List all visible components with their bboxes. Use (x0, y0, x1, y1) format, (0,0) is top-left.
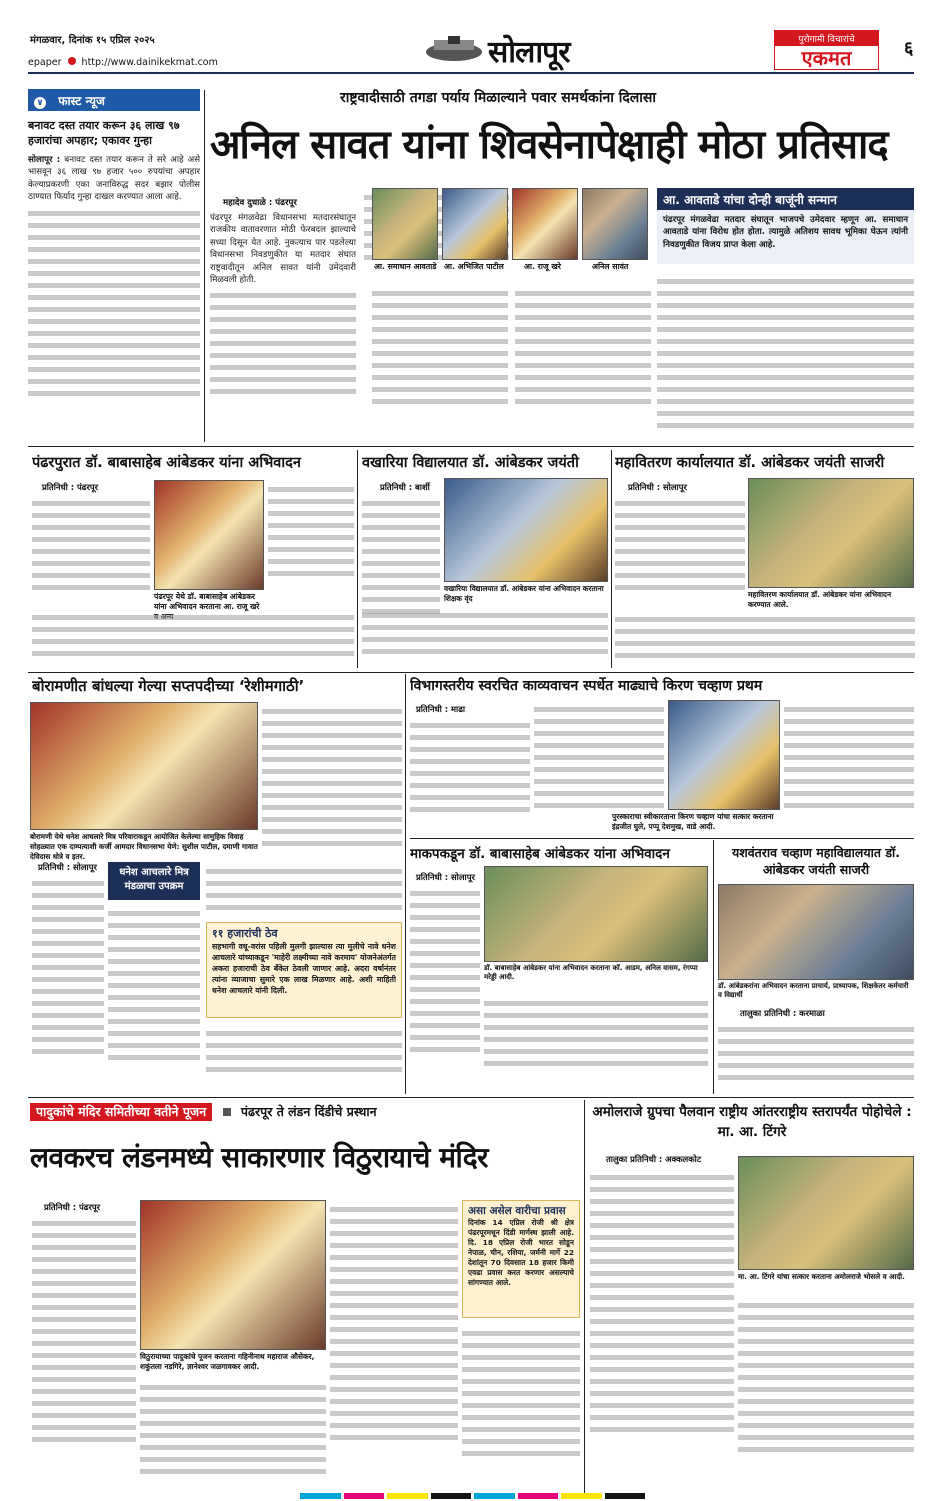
cpim-body-2 (484, 994, 708, 1090)
row2-caption-2: वखारिया विद्यालयात डॉ. आंबेडकर यांना अभिवादन करताना शिक्षक वृंद (444, 584, 604, 603)
row2-dateline-1: प्रतिनिधी : पंढरपूर (42, 482, 99, 492)
wedding-body-left (32, 874, 104, 1090)
wrestler-body-1 (590, 1168, 734, 1494)
politician-photos (372, 188, 652, 272)
borâmani-headline: बोरामणीत बांधल्या गेल्या सप्तपदीच्या ‘रेशीमगाठी’ (32, 677, 305, 695)
wedding-body-3 (206, 862, 402, 918)
london-body-4 (462, 1324, 580, 1494)
row2-body-3b (615, 610, 915, 668)
fast-news-label: ∨ फास्ट न्यूज (28, 89, 200, 111)
poetry-body-3 (784, 700, 914, 826)
brand-logo: एकमत (801, 46, 852, 70)
wedding-photo (30, 702, 258, 830)
politician-photo-1 (372, 188, 438, 260)
brand-box (774, 30, 879, 70)
main-kicker: राष्ट्रवादीसाठी तगडा पर्याय मिळाल्याने पवार समर्थकांना दिलासा (340, 90, 656, 106)
masthead-date: मंगळवार, दिनांक १५ एप्रिल २०२५ (30, 35, 155, 46)
side-box-body (657, 272, 914, 432)
wedding-dateline: प्रतिनिधी : सोलापूर (38, 862, 97, 872)
london-photo (140, 1200, 326, 1350)
fast-news-dateline: सोलापूर : (28, 155, 61, 165)
fast-news-lead: बनावट दस्त तयार करून ते सरे आहे असे भासवून ३६ लाख ९७ हजार ५०० रुपयांचा अपहार केल्याप्रकरणी एका जनाविरुद्ध सदर बझार पोलीस ठाण्यात फिर्याद गुन्हा दाखल करण्यात आला आहे. (28, 155, 200, 203)
row2-photo-3 (748, 478, 914, 588)
journey-box-head: असा असेल वारीचा प्रवास (468, 1205, 566, 1217)
deposit-teaser-text: सहभागी वधू-वरांस पहिली मुलगी झाल्यास त्या मुलीचे नावे धनेश आचलारे यांच्याकडून 'माहेरी लक्ष्मीच्या नावे करमाय' योजनेअंतर्गत अकरा हजाराची ठेव बँकेत ठेवली जाणार आहे. अदरा वर्षानंतर त्यांना व्याजाचा सुमारे एक लाख मिळणार आहे. अशी माहिती धनेश आचलारे यांनी दिली. (212, 942, 396, 995)
chevron-down-icon: ∨ (34, 97, 46, 109)
poetry-body-2 (534, 700, 664, 826)
row2-caption-3: महावितरण कार्यालयात डॉ. आंबेडकर यांना अभिवादन करण्यात आले. (748, 590, 892, 609)
row2-body-1a (32, 494, 150, 604)
london-strap (30, 1103, 578, 1125)
photo-caption-4: अनिल सावंत (592, 262, 629, 271)
yc-body (718, 1020, 914, 1092)
city-emblem-icon (424, 36, 484, 62)
main-byline: महादेव दुधाळे : पंढरपूर (223, 198, 297, 208)
strap-divider-icon (223, 1108, 231, 1116)
deposit-teaser (206, 922, 402, 1018)
row2-body-1b (268, 480, 354, 598)
masthead-url[interactable]: http://www.dainikekmat.com (81, 57, 218, 68)
row2-caption-1: पंढरपूर येथे डॉ. बाबासाहेब आंबेडकर यांना अभिवादन करताना आ. राजू खरे (154, 592, 260, 611)
row2-head-2: वखारिया विद्यालयात डॉ. आंबेडकर जयंती (362, 455, 579, 471)
main-col-3 (372, 284, 508, 440)
london-body-1 (32, 1214, 136, 1494)
wrestler-headline: अमोलराजे ग्रुपचा पैलवान राष्ट्रीय आंतरराष्ट्रीय स्तरापर्यंत पोहोचेले : मा. आ. टिंगरे (592, 1104, 912, 1140)
politician-photo-2 (442, 188, 508, 260)
city-title: सोलापूर (488, 35, 570, 70)
mandal-box: धनेश आचलारे मित्र मंडळाचा उपक्रम (108, 862, 200, 900)
fast-news-headline: बनावट दस्त तयार करून ३६ लाख ९७ हजारांचा अपहार; एकावर गुन्हा (28, 119, 180, 147)
yc-headline: यशवंतराव चव्हाण महाविद्यालयात डॉ. आंबेडकर जयंती साजरी (731, 845, 901, 877)
row2-body-2b (362, 606, 608, 668)
photo-caption-1: आ. समाधान आवताडे (374, 262, 437, 271)
side-box (657, 188, 914, 440)
main-headline: अनिल सावत यांना शिवसेनापेक्षाही मोठा प्रतिसाद (210, 122, 888, 168)
strap-right: पंढरपूर ते लंडन दिंडीचे प्रस्थान (240, 1104, 377, 1119)
photo-caption-2: आ. अभिजित पाटील (444, 262, 504, 271)
poetry-body-1 (410, 716, 530, 826)
cpim-headline: माकपकडून डॉ. बाबासाहेब आंबेडकर यांना अभिवादन (410, 846, 670, 862)
london-dateline: प्रतिनिधी : पंढरपूर (44, 1202, 101, 1212)
journey-box (462, 1200, 580, 1318)
cpim-photo (484, 866, 708, 962)
row2-dateline-3: प्रतिनिधी : सोलापूर (628, 482, 687, 492)
row2-dateline-2: प्रतिनिधी : बार्शी (380, 482, 430, 492)
side-box-head: आ. आवताडे यांचा दोन्ही बाजूंनी सन्मान (657, 188, 914, 210)
row2-body-1c (32, 608, 354, 668)
photo-caption-3: आ. राजू खरे (524, 262, 561, 271)
masthead (0, 0, 945, 84)
london-photo-caption: विठुरायाच्या पादुकांचे पूजन करताना गहिनीनाथ महाराज औसेकर, शकुंतला नडगिरे, ज्ञानेश्वर जळगावकर आदी. (140, 1352, 315, 1371)
poetry-caption: पुरस्काराचा स्वीकारताना किरण चव्हाण यांचा सत्कार करताना इंद्रजीत घुले, पप्पू देशमुख, वाडे आदी. (612, 812, 774, 831)
yc-caption: डॉ. आंबेडकरांना अभिवादन करताना प्राचार्य, प्राध्यापक, शिक्षकेतर कर्मचारी व विद्यार्थी (718, 982, 909, 1000)
main-col-4 (515, 284, 651, 440)
epaper-label: epaper (28, 57, 62, 68)
page-number: ६ (904, 38, 914, 59)
row2-head-1: पंढरपुरात डॉ. बाबासाहेब आंबेडकर यांना अभिवादन (32, 455, 301, 471)
row2-head-3: महावितरण कार्यालयात डॉ. आंबेडकर जयंती साजरी (615, 455, 885, 471)
brand-tagline: पुरोगामी विचारांचे (775, 31, 878, 46)
row2-body-3a (615, 494, 745, 606)
main-col-1 (210, 212, 356, 440)
cpim-dateline: प्रतिनिधी : सोलापूर (416, 872, 475, 882)
wrestler-dateline: तालुका प्रतिनिधी : अक्कलकोट (606, 1154, 702, 1164)
politician-photo-3 (512, 188, 578, 260)
wrestler-photo (738, 1156, 914, 1270)
journey-box-text: दिनांक 14 एप्रिल रोजी श्री क्षेत्र पंढरपूरमधून दिंडी मार्गस्थ झाली आहे. दि. 18 एप्रिल रोजी भारत सोडून नेपाळ, चीन, रशिया, जर्मनी मार्गे 22 देशांतून 70 दिवसात 18 हजार किमी एवढा प्रवास करत करणार असल्याचे सांगण्यात आले. (468, 1218, 574, 1287)
cpim-body-1 (410, 884, 480, 1090)
politician-photo-4 (582, 188, 648, 260)
epaper-icon (68, 57, 76, 65)
yc-photo (718, 884, 914, 980)
cpim-caption: डॉ. बाबासाहेब आंबेडकर यांना अभिवादन करताना कॉ. आडम, अनिल वासम, रंगप्पा मरेड्डी आदी. (484, 964, 698, 982)
london-headline: लवकरच लंडनमध्ये साकारणार विठुरायाचे मंदिर (30, 1141, 489, 1174)
london-body-3 (330, 1200, 458, 1494)
london-body-2 (140, 1378, 326, 1494)
main-lead: पंढरपूर मंगळवेढा विधानसभा मतदारसंघातून राजकीय वातावरणात मोठी फेरबदल झाल्याचे सध्या दिसून येत आहे. नुकत्याच पार पडलेल्या विधानसभा निवडणुकीत या मतदार संघात राष्ट्रवादीतून अनिल सावत यांनी उमेदवारी मिळवली होती. (210, 213, 356, 286)
epaper-link[interactable] (28, 57, 218, 68)
poetry-dateline: प्रतिनिधी : माढा (416, 704, 466, 714)
wedding-body-right (262, 702, 402, 858)
wrestler-body-2 (738, 1296, 914, 1494)
fast-news (28, 89, 200, 439)
wedding-body-mid (108, 904, 200, 1090)
strap-left: पादुकांचे मंदिर समितीच्या वतीने पूजन (30, 1103, 212, 1121)
wedding-caption: बोरामणी येथे धनेश आचलारे मित्र परिवाराकडून आयोजित केलेल्या सामुहिक विवाह सोहळ्यात एक दाम्पत्याशी कर्जी आमदार विधानसभा येणे: सुशील पाटील, दमाणी गावात देविदास धोत्रे व इतर. (30, 832, 258, 861)
fast-news-body (28, 154, 200, 424)
poetry-photo (668, 700, 780, 810)
yc-dateline: तालुका प्रतिनिधी : करमाळा (740, 1008, 825, 1018)
register-marks (300, 1493, 645, 1499)
deposit-teaser-head: ११ हजारांची ठेव (212, 927, 278, 940)
side-box-lead: पंढरपूर मंगळवेढा मतदार संघातून भाजपचे उमेदवार म्हणून आ. समाधान आवताडे यांना विरोध होत होता. त्यामुळे अतिशय सावध भूमिका घेऊन त्यांनी निवडणुकीत विजय प्राप्त केला आहे. (657, 210, 914, 264)
poetry-headline: विभागस्तरीय स्वरचित काव्यवाचन स्पर्धेत माढ्याचे किरण चव्हाण प्रथम (410, 678, 763, 694)
row2-photo-1 (154, 480, 264, 590)
wrestler-caption: मा. आ. टिंगरे यांचा सत्कार करताना अमोलराजे भोसले व आदी. (738, 1272, 905, 1281)
wedding-body-4 (206, 1024, 402, 1090)
row2-photo-2 (444, 478, 608, 582)
